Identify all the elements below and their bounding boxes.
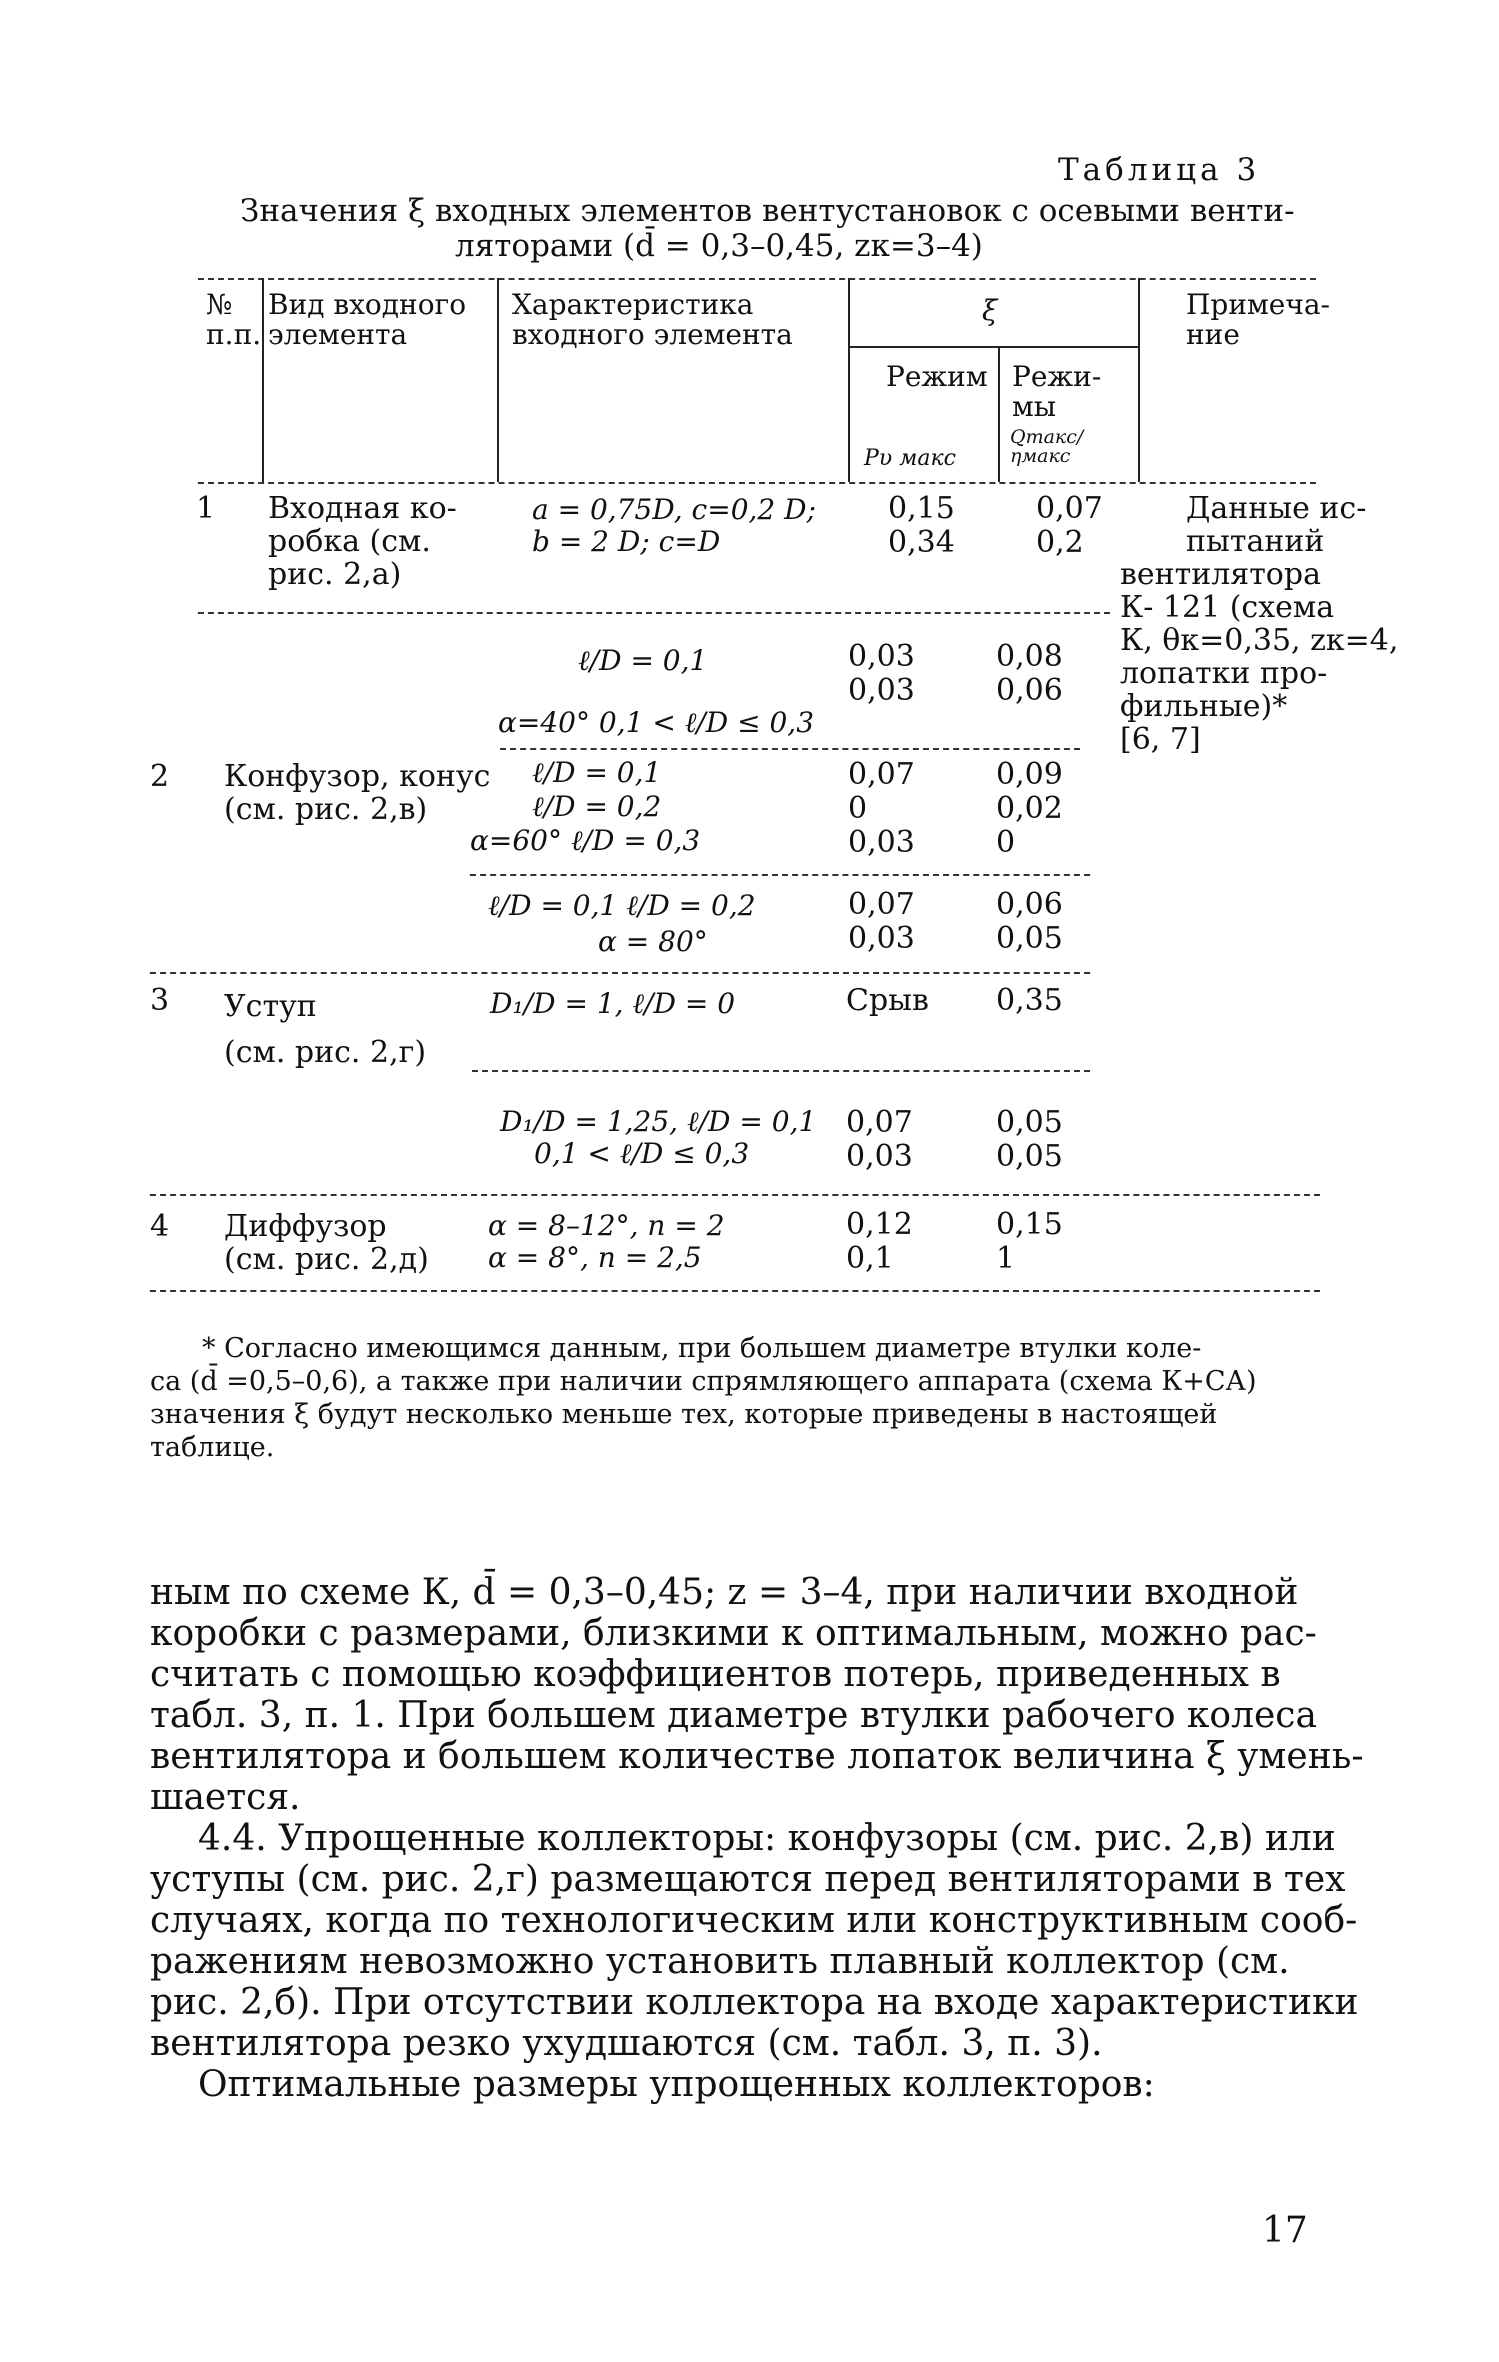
row2-group1-mode2: 0,08 0,06 [996, 639, 1063, 708]
row2-group-divider-2 [470, 874, 1090, 876]
row3-group1-characteristic: D₁/D = 1, ℓ/D = 0 [490, 987, 736, 1020]
row2-group3-mode1: 0,07 0,03 [848, 887, 915, 956]
row-divider-2 [150, 972, 1090, 974]
row2-group3-mode2: 0,06 0,05 [996, 887, 1063, 956]
row3-group1-mode2: 0,35 [996, 983, 1063, 1018]
row4-num: 4 [150, 1209, 170, 1244]
row-divider-3 [150, 1194, 1320, 1196]
col-rule-3 [848, 278, 850, 482]
col-rule-2 [497, 278, 499, 482]
row2-group1-mode1: 0,03 0,03 [848, 639, 915, 708]
row2-group2-characteristic: ℓ/D = 0,1 ℓ/D = 0,2 α=60° ℓ/D = 0,3 [470, 756, 701, 857]
row1-kind: Входная ко- робка (см. рис. 2,а) [268, 491, 457, 592]
row3-group-divider [472, 1070, 1090, 1072]
header-xi: ξ [982, 294, 998, 327]
header-mode1-sub: Pυ макс [864, 446, 956, 471]
header-kind: Вид входного элемента [268, 288, 467, 351]
header-num: № п.п. [206, 288, 262, 351]
row1-num: 1 [196, 491, 216, 526]
row4-mode2: 0,15 1 [996, 1207, 1063, 1276]
col-rule-4 [998, 346, 1000, 482]
table-header-rule [198, 482, 1316, 484]
row-divider-1 [198, 612, 1110, 614]
row4-kind: Диффузор (см. рис. 2,д) [224, 1209, 429, 1277]
table-top-rule [198, 278, 1316, 280]
row3-group1-mode1: Срыв [846, 983, 929, 1018]
body-text: ным по схеме К, d̄ = 0,3–0,45; z = 3–4, при наличии входной коробки с размерами, близкими к оптимальным, можно рас- считать с помощью коэффициентов потерь, приведенных в табл. 3, п. 1. При большем диаметре втулки рабочего колеса вентилятора и большем количестве лопаток величина ξ умень- шается. 4.4. Упрощенные коллекторы: конфузоры (см. рис. 2,в) или уступы (см. рис. 2,г) размещаются перед вентиляторами в тех случаях, когда по технологическим или конструктивным сооб- ражениям невозможно установить плавный коллектор (см. рис. 2,б). При отсутствии коллектора на входе характеристики вентилятора резко ухудшаются (см. табл. 3, п. 3). Оптимальные размеры упрощенных коллекторов: [150, 1572, 1364, 2105]
row2-kind: Конфузор, конус (см. рис. 2,в) [224, 759, 491, 827]
row1-characteristic: a = 0,75D, c=0,2 D; b = 2 D; c=D [532, 493, 817, 558]
header-characteristic: Характеристика входного элемента [512, 288, 793, 351]
header-mode1: Режим [886, 360, 988, 393]
table-label: Таблица 3 [1058, 152, 1261, 188]
table-bottom-rule [150, 1290, 1320, 1292]
row3-num: 3 [150, 983, 170, 1018]
col-rule-1 [262, 278, 264, 482]
xi-header-rule [848, 346, 1138, 348]
header-mode2: Режи- мы [1012, 360, 1102, 423]
row2-group2-mode1: 0,07 0 0,03 [848, 757, 915, 860]
row3-group2-mode1: 0,07 0,03 [846, 1105, 913, 1174]
header-mode2-sub: Qmакс/ ηмакс [1010, 426, 1084, 467]
row2-group-divider-1 [500, 748, 1080, 750]
row1-note: Данные ис- пытаний вентилятора К- 121 (схема К, θк=0,35, zк=4, лопатки про- фильные)* [6, 7] [1120, 491, 1399, 757]
row3-group2-mode2: 0,05 0,05 [996, 1105, 1063, 1174]
footnote: * Согласно имеющимся данным, при большем диаметре втулки коле- са (d̄ =0,5–0,6), а также при наличии спрямляющего аппарата (схема К+СА) значения ξ будут несколько меньше тех, которые приведены в настоящей таблице. [150, 1333, 1257, 1463]
row2-num: 2 [150, 759, 170, 794]
col-rule-5 [1138, 278, 1140, 482]
row1-mode1: 0,15 0,34 [888, 491, 955, 560]
table-caption-line2: ляторами (d̄ = 0,3–0,45, zк=3–4) [455, 228, 983, 264]
table-caption-line1: Значения ξ входных элементов вентустановок с осевыми венти- [240, 193, 1295, 229]
row1-mode2: 0,07 0,2 [1036, 491, 1103, 560]
row3-group2-characteristic: D₁/D = 1,25, ℓ/D = 0,1 0,1 < ℓ/D ≤ 0,3 [500, 1105, 817, 1170]
row3-kind: Уступ (см. рис. 2,г) [224, 989, 427, 1070]
header-note: Примеча- ние [1186, 288, 1331, 351]
page-number: 17 [1262, 2210, 1308, 2251]
row4-characteristic: α = 8–12°, n = 2 α = 8°, n = 2,5 [488, 1209, 725, 1274]
row2-group1-characteristic: ℓ/D = 0,1 α=40° 0,1 < ℓ/D ≤ 0,3 [498, 644, 815, 739]
row4-mode1: 0,12 0,1 [846, 1207, 913, 1276]
row2-group2-mode2: 0,09 0,02 0 [996, 757, 1063, 860]
row2-group3-characteristic: ℓ/D = 0,1 ℓ/D = 0,2 α = 80° [488, 889, 756, 958]
